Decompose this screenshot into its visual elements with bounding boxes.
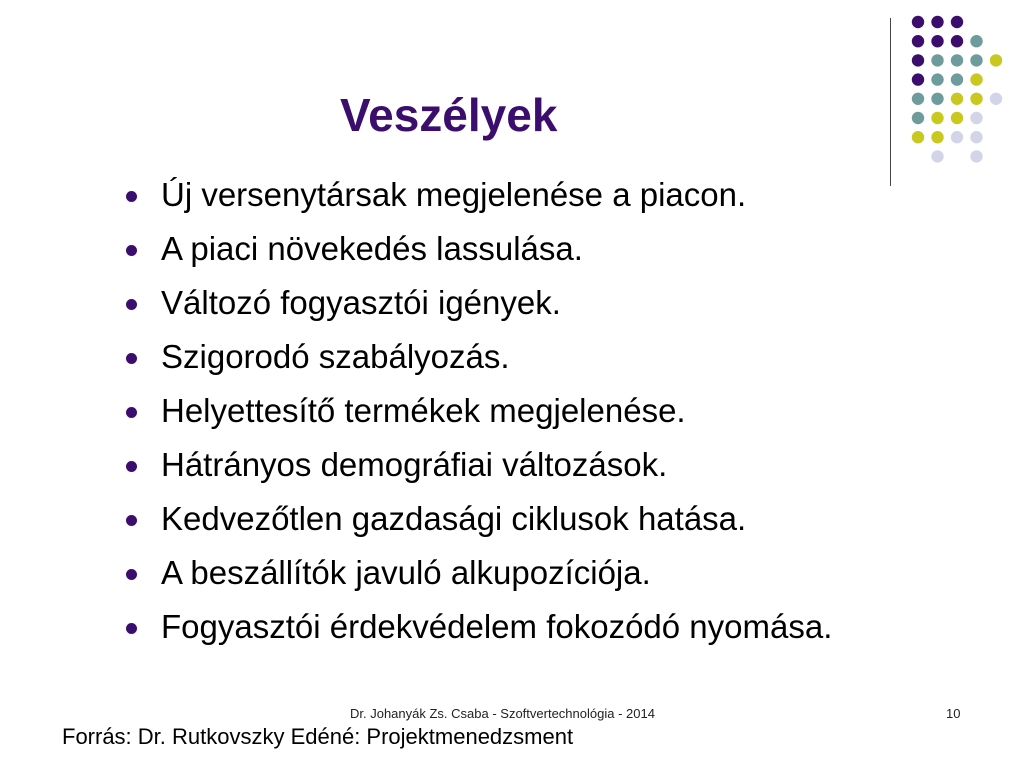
decorative-dot	[931, 73, 943, 85]
bullet-dot-icon	[126, 461, 137, 472]
decorative-dot	[970, 150, 982, 162]
decorative-dot	[951, 54, 963, 66]
decorative-dot	[931, 16, 943, 28]
decorative-dot	[931, 131, 943, 143]
bullet-item	[124, 446, 984, 484]
bullet-dot-icon	[126, 515, 137, 526]
divider-line	[890, 18, 891, 186]
bullet-text: Hátrányos demográfiai változások.	[161, 446, 668, 483]
decorative-dot	[970, 54, 982, 66]
decorative-dot	[912, 16, 924, 28]
decorative-dot	[931, 93, 943, 105]
bullet-item	[124, 392, 984, 430]
decorative-dot	[912, 93, 924, 105]
bullet-text: Fogyasztói érdekvédelem fokozódó nyomása.	[161, 608, 833, 645]
bullet-item	[124, 338, 984, 376]
decorative-dot	[970, 93, 982, 105]
bullet-text: Kedvezőtlen gazdasági ciklusok hatása.	[161, 500, 747, 537]
source-citation: Forrás: Dr. Rutkovszky Edéné: Projektmenedzsment	[62, 724, 574, 749]
bullet-dot-icon	[126, 353, 137, 364]
bullet-list	[124, 176, 984, 662]
bullet-item	[124, 608, 861, 646]
decorative-dot	[970, 35, 982, 47]
decorative-dot	[951, 93, 963, 105]
decorative-dot	[931, 112, 943, 124]
bullet-dot-icon	[126, 407, 137, 418]
decorative-dot	[951, 131, 963, 143]
bullet-item	[124, 554, 984, 592]
bullet-item	[124, 176, 984, 214]
decorative-dot	[970, 131, 982, 143]
page-number: 10	[946, 706, 961, 721]
bullet-item	[124, 500, 984, 538]
decorative-dot	[970, 73, 982, 85]
decorative-dot	[912, 35, 924, 47]
bullet-item	[124, 284, 984, 322]
bullet-text: Változó fogyasztói igények.	[161, 284, 561, 321]
bullet-item	[124, 230, 984, 268]
decorative-dot	[931, 150, 943, 162]
decorative-dot	[912, 54, 924, 66]
bullet-dot-icon	[126, 191, 137, 202]
bullet-text: Új versenytársak megjelenése a piacon.	[161, 176, 747, 213]
decorative-dot	[951, 16, 963, 28]
decorative-dot	[990, 93, 1002, 105]
decorative-dot	[970, 112, 982, 124]
bullet-text: A piaci növekedés lassulása.	[161, 230, 583, 267]
decorative-dot	[951, 35, 963, 47]
decorative-dot	[990, 54, 1002, 66]
bullet-dot-icon	[126, 245, 137, 256]
decorative-dot	[912, 73, 924, 85]
slide-title: Veszélyek	[340, 89, 558, 141]
bullet-dot-icon	[126, 299, 137, 310]
bullet-text: Szigorodó szabályozás.	[161, 338, 510, 375]
decorative-dot	[951, 112, 963, 124]
decorative-dot	[951, 73, 963, 85]
footer-text: Dr. Johanyák Zs. Csaba - Szoftvertechnológia - 2014	[350, 706, 655, 721]
bullet-text: A beszállítók javuló alkupozíciója.	[161, 554, 651, 591]
bullet-text: Helyettesítő termékek megjelenése.	[161, 392, 686, 429]
bullet-dot-icon	[126, 623, 137, 634]
decorative-dot	[912, 112, 924, 124]
bullet-dot-icon	[126, 569, 137, 580]
decorative-dot	[931, 35, 943, 47]
decorative-dot	[912, 131, 924, 143]
decorative-dot	[931, 54, 943, 66]
